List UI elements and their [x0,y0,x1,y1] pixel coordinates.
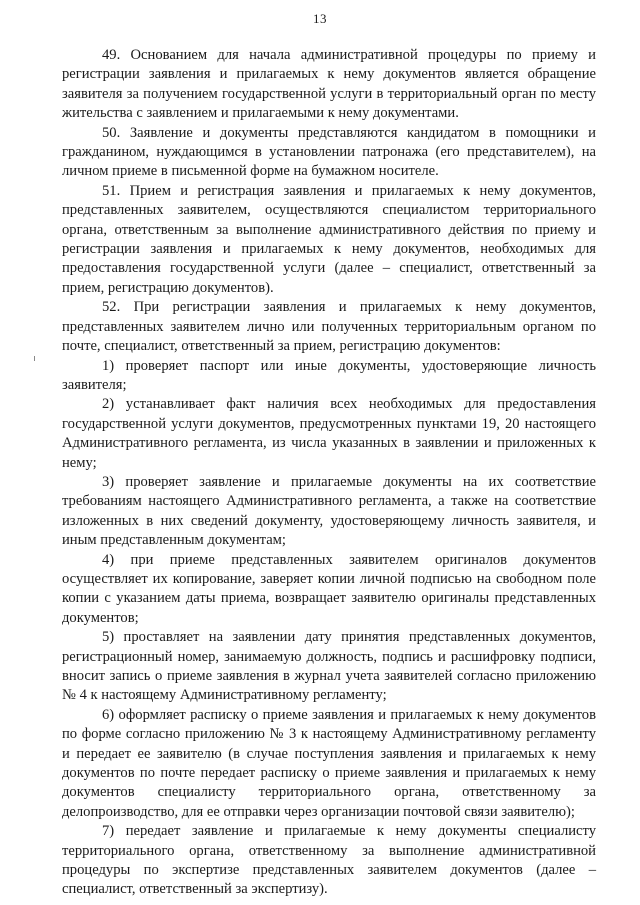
list-item-4: 4) при приеме представленных заявителем оригиналов документов осуществляет их копирование, заверяет копии личной подписью на свободном поле копии с указанием даты приема, возвращает заявителю оригиналы представленных документов; [62,551,596,626]
paragraph-52: 52. При регистрации заявления и прилагаемых к нему документов, представленных заявителем лично или полученных территориальным органом по почте, специалист, ответственный за прием, регистрацию документов: [62,299,596,355]
list-item-1: 1) проверяет паспорт или иные документы, удостоверяющие личность заявителя; [62,357,596,393]
list-item-6: 6) оформляет расписку о приеме заявления и прилагаемых к нему документов по форме согласно приложению № 3 к настоящему Административному регламенту и передает ее заявителю (в случае поступления заявления и прилагаемых к нему документов по почте передает расписку о приеме заявления и прилагаемых к нему документов специалисту территориального органа, ответственному за делопроизводство, для ее отправки через организации почтовой связи заявителю); [62,706,596,820]
list-item-3: 3) проверяет заявление и прилагаемые документы на их соответствие требованиям настоящего Административного регламента, а также на соответствие изложенных в них сведений документу, удостоверяющему личность заявителя, и иным представленным документам; [62,473,596,549]
paragraph-49: 49. Основанием для начала административной процедуры по приему и регистрации заявления и прилагаемых к нему документов является обращение заявителя за получением государственной услуги в территориальный орган по месту жительства с заявлением и прилагаемыми к нему документами. [62,47,596,122]
page-number: 13 [313,11,327,26]
paragraph-50: 50. Заявление и документы представляются кандидатом в помощники и гражданином, нуждающимся в установлении патронажа (его представителем), на личном приеме в письменной форме на бумажном носителе. [62,124,596,180]
list-item-2: 2) устанавливает факт наличия всех необходимых для предоставления государственной услуги документов, предусмотренных пунктами 19, 20 настоящего Административного регламента, из числа указанных в заявлении и приложенных к нему; [62,396,596,471]
paragraph-51: 51. Прием и регистрация заявления и прилагаемых к нему документов, представленных заявителем, осуществляются специалистом территориального органа, ответственным за выполнение административного действия по приему и регистрации заявления и прилагаемых к нему документов, необходимых для предоставления государственной услуги (далее – специалист, ответственный за прием, регистрацию документов). [62,182,596,296]
document-body [62,46,596,900]
margin-mark [34,356,35,361]
list-item-7: 7) передает заявление и прилагаемые к нему документы специалисту территориального органа, ответственному за выполнение административной процедуры по экспертизе представленных заявителем документов (далее – специалист, ответственный за экспертизу). [62,823,596,898]
list-item-5: 5) проставляет на заявлении дату принятия представленных документов, регистрационный номер, занимаемую должность, подпись и расшифровку подписи, вносит запись о приеме заявления в журнал учета заявителей согласно приложению № 4 к настоящему Административному регламенту; [62,629,596,704]
